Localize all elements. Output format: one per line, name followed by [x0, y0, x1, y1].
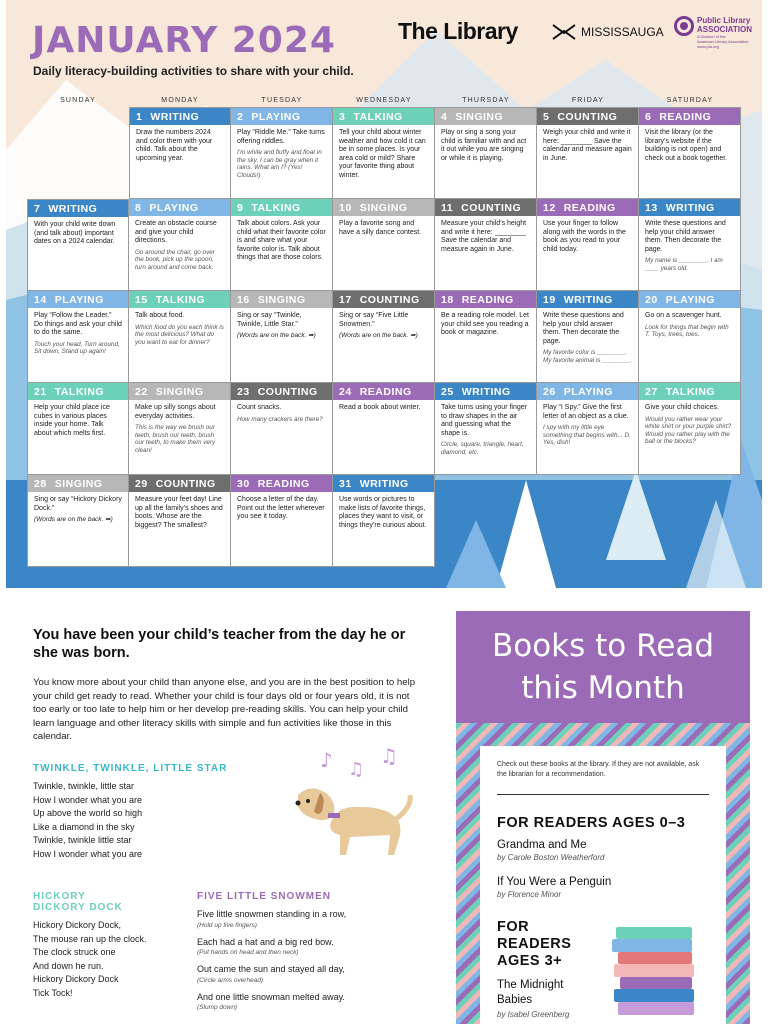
calendar-day-13	[639, 199, 741, 291]
twinkle-title: TWINKLE, TWINKLE, LITTLE STAR	[33, 763, 228, 774]
activity-note: (Words are on the back. ➦)	[237, 332, 316, 340]
day-number: 13	[645, 201, 658, 214]
activity-example: How many crackers are there?	[237, 415, 323, 423]
day-header	[537, 199, 638, 216]
activity-label: SINGING	[359, 201, 408, 214]
pla-circle-icon	[674, 16, 694, 36]
day-body	[435, 216, 536, 254]
day-header	[537, 383, 638, 400]
activity-label: TALKING	[353, 110, 403, 123]
activity-label: COUNTING	[257, 385, 318, 398]
day-body	[435, 308, 536, 338]
activity-label: TALKING	[251, 201, 301, 214]
activity-label: PLAYING	[149, 201, 199, 214]
day-header	[537, 108, 638, 125]
day-header	[333, 383, 434, 400]
calendar-day-23	[231, 383, 333, 475]
weekday-thursday: THURSDAY	[462, 97, 510, 104]
calendar-day-16	[231, 291, 333, 383]
calendar-grid	[27, 107, 741, 567]
day-number: 9	[237, 201, 244, 214]
the-library-logo: The Library	[398, 18, 518, 44]
activity-label: WRITING	[359, 477, 409, 490]
day-number: 2	[237, 110, 244, 123]
activity-example: My favorite color is ________. My favorite animal is ________.	[543, 349, 632, 364]
calendar-day-21	[27, 383, 129, 475]
snowmen-line: Out came the sun and stayed all day,	[197, 964, 345, 975]
activity-note: (Words are on the back. ➦)	[34, 516, 113, 524]
calendar-day-29	[129, 475, 231, 567]
snowmen-direction: (Circle arms overhead)	[197, 976, 264, 984]
activity-text: Read a book about winter.	[339, 404, 421, 411]
activity-text: Play “Riddle Me.” Take turns offering riddles.	[237, 129, 325, 145]
day-body	[333, 492, 434, 530]
twinkle-line: Twinkle, twinkle, little star	[33, 781, 135, 791]
day-number: 24	[339, 385, 352, 398]
pla-logo	[674, 16, 752, 49]
day-body	[28, 492, 128, 525]
calendar-day-20	[639, 291, 741, 383]
day-body	[333, 400, 434, 413]
day-header	[28, 291, 128, 308]
day-header	[129, 199, 230, 216]
calendar-day-11	[435, 199, 537, 291]
activity-text: Draw the numbers 2024 and color them with your child. Talk about the upcoming year.	[136, 129, 213, 162]
activity-text: Give your child choices.	[645, 404, 719, 411]
day-number: 15	[135, 293, 148, 306]
pla-tagline-2: American Library Association	[697, 39, 749, 44]
svg-text:♫: ♫	[348, 759, 365, 780]
activity-label: WRITING	[563, 293, 613, 306]
book-title: If You Were a Penguin	[497, 876, 612, 888]
hickory-line: Tick Tock!	[33, 987, 73, 998]
activity-text: Make up silly songs about everyday activities.	[135, 404, 216, 420]
day-number: 6	[645, 110, 652, 123]
activity-example: Circle, square, triangle, heart, diamond, etc.	[441, 441, 524, 456]
calendar-day-9	[231, 199, 333, 291]
day-number: 8	[135, 201, 142, 214]
activity-label: WRITING	[665, 201, 715, 214]
day-header	[129, 291, 230, 308]
weekday-sunday: SUNDAY	[60, 97, 96, 104]
hickory-title-2: DICKORY DOCK	[33, 902, 123, 913]
books-section	[456, 611, 750, 1024]
activity-text: Write these questions and help your child answer them. Then decorate the page.	[543, 312, 624, 345]
day-number: 23	[237, 385, 250, 398]
activity-label: WRITING	[461, 385, 511, 398]
pla-site: www.pla.org	[697, 44, 719, 49]
day-body	[231, 492, 332, 522]
calendar-empty-cell	[27, 107, 129, 199]
activity-example: Which food do you each think is the most delicious? What do you want to eat for dinner?	[135, 323, 224, 346]
twinkle-line: Up above the world so high	[33, 808, 143, 819]
day-body	[28, 308, 128, 356]
day-number: 31	[339, 477, 352, 490]
books-intro: Check out these books at the library. If they are not available, ask the librarian for a recommendation.	[497, 760, 709, 795]
activity-text: Sing or say “Five Little Snowmen.”	[339, 312, 409, 328]
activity-example: I’m white and fluffy and float in the sky. I can be gray when it rains. What am I? (Yes! Clouds!)	[237, 149, 322, 179]
book-author: by Carole Boston Weatherford	[497, 853, 605, 862]
activity-label: COUNTING	[155, 477, 216, 490]
teacher-heading: You have been your child’s teacher from the day he or she was born.	[33, 627, 406, 661]
pla-name: Public Library	[697, 16, 751, 25]
activity-text: Talk about food.	[135, 312, 185, 319]
activity-text: Sing or say “Twinkle, Twinkle, Little Star.”	[237, 312, 302, 328]
activity-text: Measure your child’s height and write it here: ________ Save the calendar and measure again in June.	[441, 220, 527, 253]
day-header	[435, 199, 536, 216]
twinkle-line: How I wonder what you are	[33, 848, 143, 859]
activity-label: COUNTING	[359, 293, 420, 306]
calendar-day-22	[129, 383, 231, 475]
activity-text: Go on a scavenger hunt.	[645, 312, 722, 319]
weekday-tuesday: TUESDAY	[261, 97, 303, 104]
activity-example: I spy with my little eye something that begins with... D. Yes, dish!	[543, 424, 631, 447]
day-body	[129, 400, 230, 455]
calendar-day-2	[231, 107, 333, 199]
calendar-day-15	[129, 291, 231, 383]
calendar-day-12	[537, 199, 639, 291]
activity-label: PLAYING	[54, 293, 104, 306]
day-body	[639, 216, 740, 273]
day-header	[28, 383, 128, 400]
day-number: 19	[543, 293, 556, 306]
day-body	[28, 400, 128, 438]
dog-with-music-illustration	[290, 745, 420, 860]
age-group-3-plus-3: AGES 3+	[497, 953, 563, 969]
activity-label: READING	[257, 477, 310, 490]
svg-text:♫: ♫	[380, 745, 398, 768]
activity-label: SINGING	[257, 293, 306, 306]
day-number: 29	[135, 477, 148, 490]
activity-text: Create an obstacle course and give your child directions.	[135, 220, 217, 245]
day-header	[231, 475, 332, 492]
activity-text: Play “I Spy.” Give the first letter of an object as a clue.	[543, 404, 629, 420]
books-header	[456, 611, 750, 723]
activity-text: Help your child place ice cubes in various places inside your home. Talk about which melts first.	[34, 404, 110, 437]
book-title: Grandma and Me	[497, 839, 587, 851]
calendar-day-17	[333, 291, 435, 383]
calendar-day-5	[537, 107, 639, 199]
day-number: 14	[34, 293, 47, 306]
day-body	[333, 216, 434, 237]
day-body	[231, 125, 332, 180]
activity-label: SINGING	[155, 385, 204, 398]
day-header	[28, 200, 128, 217]
day-header	[231, 199, 332, 216]
day-header	[231, 291, 332, 308]
day-number: 16	[237, 293, 250, 306]
activity-text: Play “Follow the Leader.” Do things and ask your child to do the same.	[34, 312, 122, 337]
activity-text: Visit the library (or the library’s website if the building is not open) and check out a book together.	[645, 129, 728, 162]
calendar-day-24	[333, 383, 435, 475]
calendar-day-3	[333, 107, 435, 199]
day-body	[333, 125, 434, 181]
weekday-monday: MONDAY	[161, 97, 199, 104]
calendar-day-30	[231, 475, 333, 567]
day-body	[639, 400, 740, 446]
activity-text: With your child write down (and talk about) important dates on a 2024 calendar.	[34, 221, 116, 246]
weekday-wednesday: WEDNESDAY	[356, 97, 412, 104]
activity-text: Talk about colors. Ask your child what their favorite color is and share what your favorite color is. Talk about things that are those colors.	[237, 220, 326, 262]
hickory-line: Hickory Dickory Dock,	[33, 920, 122, 930]
day-header	[639, 383, 740, 400]
day-header	[639, 108, 740, 125]
pla-association: ASSOCIATION	[697, 25, 752, 34]
day-body	[435, 125, 536, 163]
activity-label: COUNTING	[461, 201, 522, 214]
activity-text: Be a reading role model. Let your child see you reading a book or magazine.	[441, 312, 529, 337]
hickory-line: The clock struck one	[33, 947, 116, 958]
day-header	[435, 383, 536, 400]
activity-text: Use words or pictures to make lists of favorite things, places they want to visit, or things they’re curious about.	[339, 496, 427, 529]
calendar-day-1	[129, 107, 231, 199]
day-number: 17	[339, 293, 352, 306]
hickory-line: Hickory Dickory Dock	[33, 974, 119, 985]
day-header	[129, 475, 230, 492]
snowmen-direction: (Slump down)	[197, 1004, 238, 1012]
day-body	[537, 216, 638, 254]
calendar-day-25	[435, 383, 537, 475]
activity-label: SINGING	[455, 110, 504, 123]
calendar-day-7	[27, 199, 129, 291]
teacher-intro: You know more about your child than anyone else, and you are in the best position to help your child get ready to read. Whether your child is four days old or four years old, it is not too early or too late to help him or her develop pre-reading skills. You can help your child learn language and other literacy skills with simple and fun activities like those in this calendar.	[33, 677, 416, 743]
snowmen-line: Five little snowmen standing in a row,	[197, 909, 347, 919]
day-header	[435, 108, 536, 125]
hickory-title-1: HICKORY	[33, 891, 86, 902]
activity-example: This is the way we brush our teeth, brush our teeth, brush our teeth, to make them very clean!	[135, 424, 216, 454]
activity-label: SINGING	[54, 477, 103, 490]
day-body	[639, 125, 740, 163]
mississauga-mark-icon	[552, 24, 576, 40]
calendar-day-28	[27, 475, 129, 567]
day-header	[333, 108, 434, 125]
snowmen-title: FIVE LITTLE SNOWMEN	[197, 891, 331, 902]
twinkle-line: How I wonder what you are	[33, 794, 143, 805]
day-number: 22	[135, 385, 148, 398]
activity-label: READING	[563, 201, 616, 214]
calendar-day-10	[333, 199, 435, 291]
activity-label: PLAYING	[563, 385, 613, 398]
page-title: JANUARY 2024	[32, 20, 336, 61]
activity-label: WRITING	[48, 202, 98, 215]
activity-label: READING	[461, 293, 514, 306]
day-header	[231, 108, 332, 125]
day-number: 5	[543, 110, 550, 123]
mississauga-wordmark: MISSISSAUGA	[581, 25, 664, 39]
activity-label: READING	[659, 110, 712, 123]
calendar-day-31	[333, 475, 435, 567]
calendar-day-19	[537, 291, 639, 383]
activity-text: Measure your feet day! Line up all the family’s shoes and boots. Whose are the biggest? The smallest?	[135, 496, 223, 529]
activity-label: READING	[359, 385, 412, 398]
age-group-3-plus-2: READERS	[497, 936, 572, 952]
activity-label: TALKING	[54, 385, 105, 398]
day-number: 21	[34, 385, 47, 398]
snowmen-direction: (Put hands on head and then neck)	[197, 949, 299, 957]
book-author: by Isabel Greenberg	[497, 1010, 570, 1019]
hickory-line: And down he run.	[33, 960, 104, 971]
hickory-line: The mouse ran up the clock.	[33, 933, 147, 944]
weekday-header	[27, 97, 741, 104]
age-group-0-3: FOR READERS AGES 0–3	[497, 815, 686, 831]
activity-text: Use your finger to follow along with the words in the book as you read to your child today.	[543, 220, 626, 253]
day-header	[129, 383, 230, 400]
day-number: 18	[441, 293, 454, 306]
day-body	[129, 308, 230, 346]
activity-text: Count snacks.	[237, 404, 282, 411]
calendar-day-6	[639, 107, 741, 199]
book-title: Babies	[497, 994, 533, 1006]
activity-label: COUNTING	[557, 110, 618, 123]
activity-note: (Words are on the back. ➦)	[339, 332, 418, 340]
day-body	[129, 216, 230, 272]
day-number: 1	[136, 110, 143, 123]
day-header	[231, 383, 332, 400]
calendar-day-26	[537, 383, 639, 475]
activity-text: Sing or say “Hickory Dickory Dock.”	[34, 496, 122, 512]
svg-text:♪: ♪	[320, 748, 333, 772]
calendar-day-14	[27, 291, 129, 383]
books-heading-line-2: this Month	[521, 670, 685, 706]
calendar-day-27	[639, 383, 741, 475]
books-heading-line-1: Books to Read	[491, 628, 715, 664]
book-stack-illustration	[610, 923, 700, 1023]
day-body	[231, 400, 332, 423]
day-number: 10	[339, 201, 352, 214]
snowmen-line: And one little snowman melted away.	[197, 991, 345, 1002]
twinkle-line: Like a diamond in the sky	[33, 821, 135, 832]
activity-text: Tell your child about winter weather and how cold it can be in some places. Is your area cold or mild? Share your favorite thing about winter.	[339, 129, 426, 179]
twinkle-line: Twinkle, twinkle little star	[33, 835, 132, 846]
weekday-saturday: SATURDAY	[666, 97, 714, 104]
age-group-3-plus-1: FOR	[497, 919, 530, 935]
day-header	[639, 199, 740, 216]
day-number: 27	[645, 385, 658, 398]
day-header	[639, 291, 740, 308]
twinkle-song	[33, 763, 273, 862]
weekday-friday: FRIDAY	[571, 97, 605, 104]
day-number: 30	[237, 477, 250, 490]
day-number: 20	[645, 293, 658, 306]
pla-tagline-1: A Division of the	[697, 34, 726, 39]
day-header	[130, 108, 230, 125]
day-header	[435, 291, 536, 308]
activity-label: WRITING	[150, 110, 200, 123]
day-header	[333, 199, 434, 216]
day-body	[231, 216, 332, 263]
day-body	[537, 400, 638, 447]
activity-text: Weigh your child and write it here: ________ Save the calendar and measure again in June.	[543, 129, 632, 162]
day-number: 12	[543, 201, 556, 214]
day-number: 11	[441, 201, 454, 214]
day-header	[537, 291, 638, 308]
day-header	[28, 475, 128, 492]
activity-label: TALKING	[155, 293, 206, 306]
activity-example: Would you rather wear your white shirt or your purple shirt? Would you rather play with the ball or the blocks?	[645, 415, 732, 446]
day-body	[130, 125, 230, 163]
day-body	[28, 217, 128, 247]
activity-text: Play a favorite song and have a silly dance contest.	[339, 220, 422, 236]
day-body	[231, 308, 332, 341]
day-body	[639, 308, 740, 339]
activity-example: Touch your head, Turn around, Sit down, Stand up again!	[34, 340, 120, 356]
activity-example: Go around the chair, go over the book, pick up the spoon, turn around and come back.	[135, 248, 215, 271]
calendar-day-8	[129, 199, 231, 291]
page-subtitle: Daily literacy-building activities to share with your child.	[33, 64, 354, 78]
book-author: by Florence Minor	[497, 890, 562, 899]
day-body	[435, 400, 536, 457]
activity-text: Choose a letter of the day. Point out the letter wherever you see it today.	[237, 496, 325, 521]
day-number: 25	[441, 385, 454, 398]
day-body	[537, 125, 638, 163]
day-number: 28	[34, 477, 47, 490]
calendar-day-4	[435, 107, 537, 199]
activity-label: PLAYING	[251, 110, 301, 123]
activity-text: Write these questions and help your child answer them. Then decorate the page.	[645, 220, 726, 253]
snowmen-line: Each had a hat and a big red bow.	[197, 936, 334, 947]
day-body	[333, 308, 434, 341]
activity-text: Take turns using your finger to draw shapes in the air and guessing what the shape is.	[441, 404, 527, 437]
hickory-song	[33, 891, 183, 1001]
day-header	[333, 475, 434, 492]
mississauga-logo	[552, 24, 664, 40]
day-body	[129, 492, 230, 530]
activity-example: My name is ________. I am ____ years old.	[645, 257, 723, 272]
day-number: 3	[339, 110, 346, 123]
day-number: 4	[441, 110, 448, 123]
calendar-day-18	[435, 291, 537, 383]
day-body	[537, 308, 638, 365]
snowmen-direction: (Hold up five fingers)	[197, 921, 257, 929]
day-number: 7	[34, 202, 41, 215]
activity-label: TALKING	[665, 385, 716, 398]
book-title: The Midnight	[497, 979, 564, 991]
activity-label: PLAYING	[665, 293, 715, 306]
day-header	[333, 291, 434, 308]
snowmen-song	[197, 891, 427, 1018]
activity-text: Play or sing a song your child is familiar with and act it out while you are singing or while it is playing.	[441, 129, 527, 162]
activity-example: Look for things that begin with T. Toys, trees, toes.	[645, 323, 729, 339]
teacher-section	[33, 626, 418, 744]
day-number: 26	[543, 385, 556, 398]
